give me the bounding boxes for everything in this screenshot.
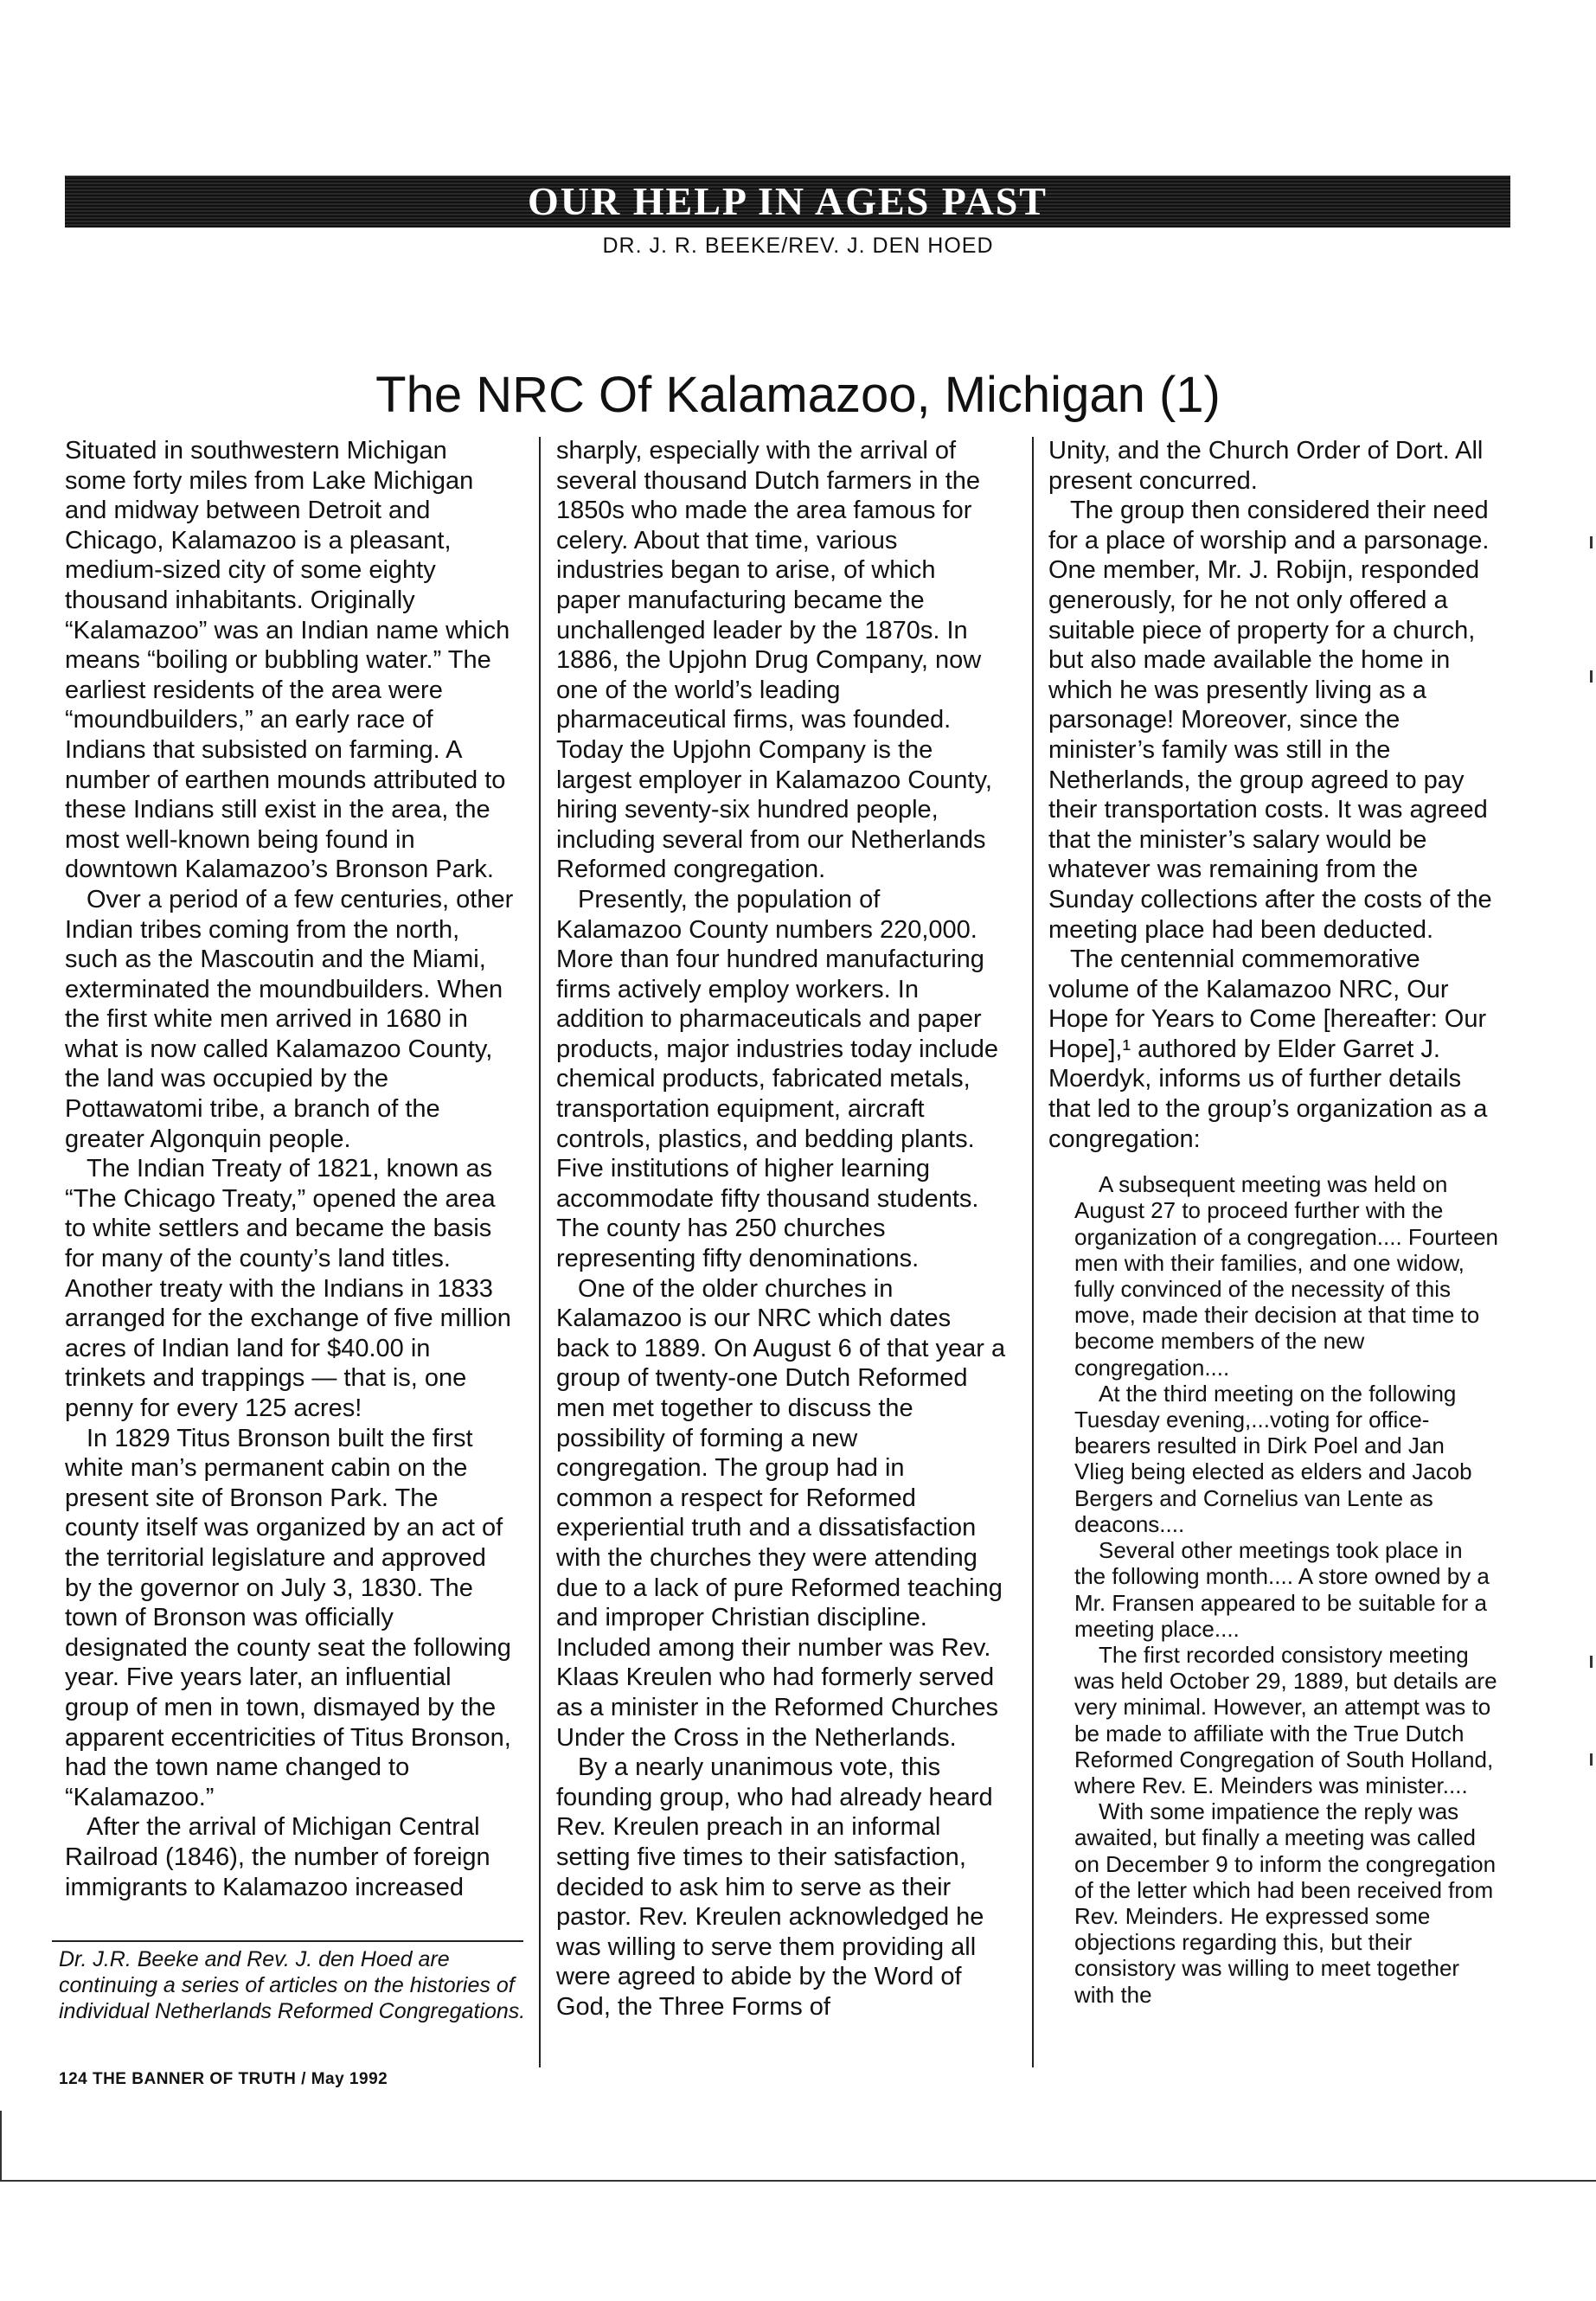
column-3: [1048, 436, 1498, 2008]
paragraph: Unity, and the Church Order of Dort. All present concurred.: [1048, 437, 1484, 495]
author-note: Dr. J.R. Beeke and Rev. J. den Hoed are continuing a series of articles on the histories of individual Netherlands Reformed Congregations.: [59, 1947, 526, 2023]
authors-line: DR. J. R. BEEKE/REV. J. DEN HOED: [602, 234, 994, 258]
paragraph: In 1829 Titus Bronson built the first white man’s permanent cabin on the present site of Bronson Park. The county itself was organized by an act of the territorial legislature and approved by the governor on July 3, 1830. The town of Bronson was officially designated the county seat the following year. Five years later, an influential group of men in town, dismayed by the apparent eccentricities of Titus Bronson, had the town name changed to “Kalamazoo.”: [65, 1424, 511, 1811]
paragraph: Over a period of a few centuries, other Indian tribes coming from the north, such as the Mascoutin and the Miami, exterminated the moundbuilders. When the first white men arrived in 1680 in what is now called Kalamazoo County, the land was occupied by the Pottawatomi tribe, a branch of the greater Algonquin people.: [65, 885, 514, 1153]
article-title: The NRC Of Kalamazoo, Michigan (1): [375, 367, 1221, 423]
margin-mark: [1590, 670, 1593, 683]
footnote-rule: [52, 1940, 523, 1942]
page-edge-line: [0, 2180, 1596, 2182]
paragraph: Situated in southwestern Michigan some forty miles from Lake Michigan and midway between Detroit and Chicago, Kalamazoo is a pleasant, medium-sized city of some eighty thousand inhabitants. Originally “Kalamazoo” was an Indian name which means “boiling or bubbling water.” The earliest residents of the area were “moundbuilders,” an early race of Indians that subsisted on farming. A number of earthen mounds attributed to these Indians still exist in the area, the most well-known being found in downtown Kalamazoo’s Bronson Park.: [65, 437, 510, 884]
paragraph: One of the older churches in Kalamazoo is our NRC which dates back to 1889. On August 6 of that year a group of twenty-one Dutch Reformed men met together to discuss the possibility of forming a new congregation. The group had in common a respect for Reformed experiential truth and a dissatisfaction with the churches they were attending due to a lack of pure Reformed teaching and improper Christian discipline. Included among their number was Rev. Klaas Kreulen who had formerly served as a minister in the Reformed Churches Under the Cross in the Netherlands.: [556, 1274, 1006, 1752]
block-quote: [1074, 1171, 1498, 2008]
section-banner: [65, 176, 1510, 228]
quote-paragraph: Several other meetings took place in the following month.... A store owned by a Mr. Fransen appeared to be suitable for a meeting place....: [1074, 1537, 1490, 1642]
margin-mark: [1590, 536, 1593, 548]
paragraph: After the arrival of Michigan Central Railroad (1846), the number of foreign immigrants to Kalamazoo increased: [65, 1813, 490, 1901]
column-divider: [1032, 437, 1034, 2067]
quote-paragraph: With some impatience the reply was awaited, but finally a meeting was called on December 9 to inform the congregation of the letter which had been received from Rev. Meinders. He expressed some objections regarding this, but their consistory was willing to meet together with the: [1074, 1798, 1497, 2008]
margin-mark: [1590, 1753, 1593, 1766]
quote-paragraph: The first recorded consistory meeting was held October 29, 1889, but details are very minimal. However, an attempt was to be made to affiliate with the True Dutch Reformed Congregation of South Holland, where Rev. E. Meinders was minister....: [1074, 1641, 1497, 1798]
banner-title: OUR HELP IN AGES PAST: [528, 179, 1048, 223]
column-2: [556, 436, 1006, 2022]
page-footer: 124 THE BANNER OF TRUTH / May 1992: [59, 2070, 388, 2088]
paragraph: The Indian Treaty of 1821, known as “The Chicago Treaty,” opened the area to white settlers and became the basis for many of the county’s land titles. Another treaty with the Indians in 1833 arranged for the exchange of five million acres of Indian land for $40.00 in trinkets and trappings — that is, one penny for every 125 acres!: [65, 1155, 511, 1422]
paragraph: Presently, the population of Kalamazoo County numbers 220,000. More than four hundred manufacturing firms actively employ workers. In addition to pharmaceuticals and paper products, major industries today include chemical products, fabricated metals, transportation equipment, aircraft controls, plastics, and bedding plants. Five institutions of higher learning accommodate fifty thousand students. The county has 250 churches representing fifty denominations.: [556, 885, 998, 1273]
paragraph: By a nearly unanimous vote, this founding group, who had already heard Rev. Kreulen preach in an informal setting five times to their satisfaction, decided to ask him to serve as their pastor. Rev. Kreulen acknowledged he was willing to serve them providing all were agreed to abide by the Word of God, the Three Forms of: [556, 1753, 993, 2021]
column-1: [65, 436, 515, 1902]
margin-mark: [1590, 1656, 1593, 1668]
paragraph: The centennial commemorative volume of the Kalamazoo NRC, Our Hope for Years to Come [hereafter: Our Hope],¹ authored by Elder Garret J. Moerdyk, informs us of further details that led to the group’s organization as a congregation:: [1048, 945, 1488, 1153]
quote-paragraph: At the third meeting on the following Tuesday evening,...voting for office-bearers resulted in Dirk Poel and Jan Vlieg being elected as elders and Jacob Bergers and Cornelius van Lente as deacons....: [1074, 1380, 1472, 1537]
paragraph: The group then considered their need for a place of worship and a parsonage. One member, Mr. J. Robijn, responded generously, for he not only offered a suitable piece of property for a church, but also made available the home in which he was presently living as a parsonage! Moreover, since the minister’s family was still in the Netherlands, the group agreed to pay their transportation costs. It was agreed that the minister’s salary would be whatever was remaining from the Sunday collections after the costs of the meeting place had been deducted.: [1048, 497, 1492, 944]
paragraph: sharply, especially with the arrival of several thousand Dutch farmers in the 1850s who made the area famous for celery. About that time, various industries began to arise, of which paper manufacturing became the unchallenged leader by the 1870s. In 1886, the Upjohn Drug Company, now one of the world’s leading pharmaceutical firms, was founded. Today the Upjohn Company is the largest employer in Kalamazoo County, hiring seventy-six hundred people, including several from our Netherlands Reformed congregation.: [556, 437, 992, 884]
edge-mark: [0, 2111, 2, 2180]
column-divider: [539, 437, 541, 2067]
quote-paragraph: A subsequent meeting was held on August 27 to proceed further with the organization of a congregation.... Fourteen men with their families, and one widow, fully convinced of the necessity of this move, made their decision at that time to become members of the new congregation....: [1074, 1171, 1498, 1381]
